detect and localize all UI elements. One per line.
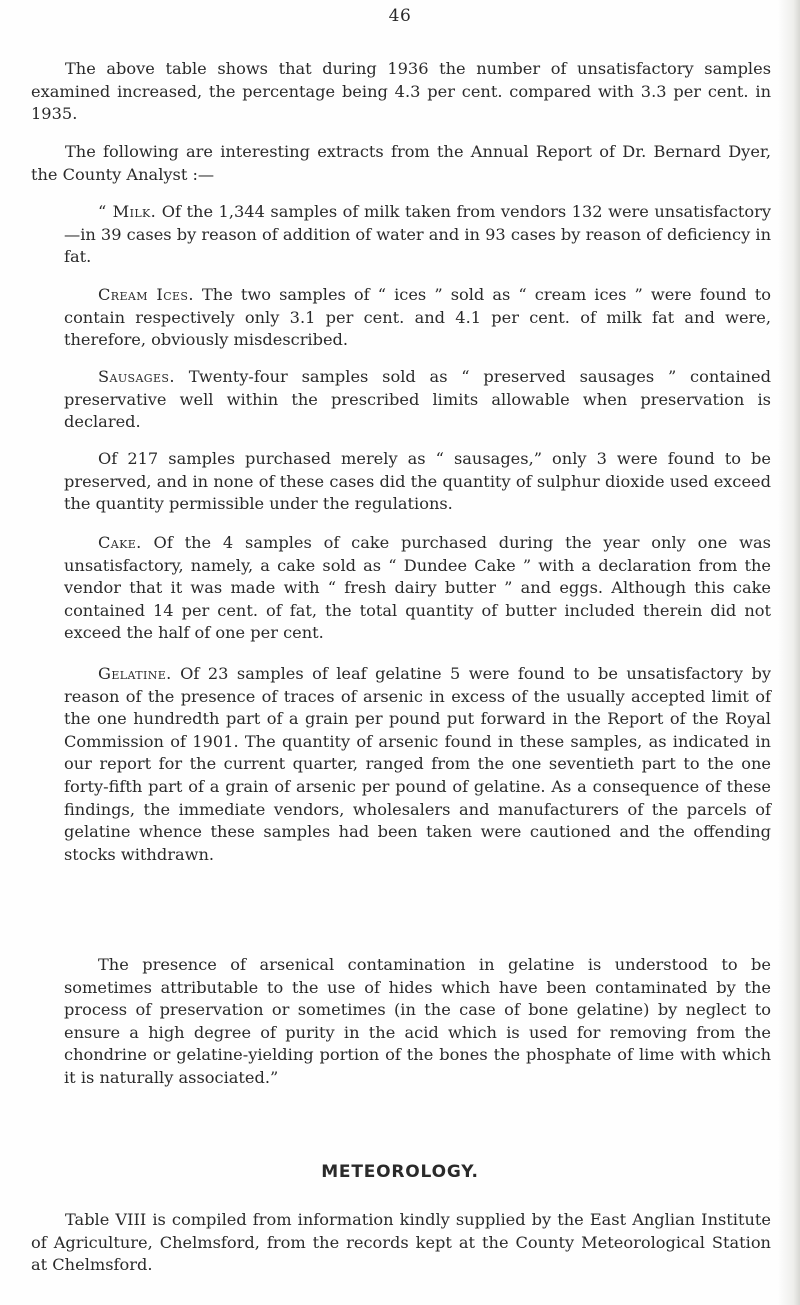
gelatine-lead: Gelatine.: [98, 664, 172, 683]
milk-lead: “ Milk.: [98, 202, 157, 221]
sausages-text: Twenty-four samples sold as “ preserved sausages ” contained preservative well within the prescribed limits allowable when preservation is declared.: [64, 367, 771, 432]
gelatine-paragraph: [64, 663, 771, 866]
milk-text: Of the 1,344 samples of milk taken from vendors 132 were unsatisfactory—in 39 cases by reason of addition of water and in 93 cases by reason of deficiency in fat.: [64, 202, 772, 267]
extracts-intro-paragraph: [31, 141, 771, 186]
meteorology-text: Table VIII is compiled from information kindly supplied by the East Anglian Institute of Agriculture, Chelmsford, from the records kept at the County Meteorological Station at Chelmsford.: [31, 1210, 771, 1275]
gelatine-text-2: The presence of arsenical contamination in gelatine is understood to be sometimes attributable to the use of hides which have been contaminated by the process of preservation or sometimes (in the case of bone gelatine) by neglect to ensure a high degree of purity in the acid which is used for removing from the chondrine or gelatine-yielding portion of the bones the phosphate of lime with which it is naturally associated.”: [64, 955, 771, 1087]
page-edge-shadow: [778, 0, 800, 1305]
cream-ices-lead: Cream Ices.: [98, 285, 194, 304]
cake-text: Of the 4 samples of cake purchased during the year only one was unsatisfactory, namely, a cake sold as “ Dundee Cake ” with a declaration from the vendor that it was made with “ fresh dairy butter ” and eggs. Although this cake contained 14 per cent. of fat, the total quantity of butter included therein did not exceed the half of one per cent.: [64, 533, 771, 643]
intro-paragraph: [31, 58, 771, 126]
cream-ices-text: The two samples of “ ices ” sold as “ cream ices ” were found to contain respectively only 3.1 per cent. and 4.1 per cent. of milk fat and were, therefore, obviously misdescribed.: [64, 285, 771, 350]
sausages-text-2: Of 217 samples purchased merely as “ sausages,” only 3 were found to be preserved, and in none of these cases did the quantity of sulphur dioxide used exceed the quantity permissible under the regulations.: [64, 449, 771, 514]
sausages-paragraph-2: [64, 448, 771, 516]
meteorology-heading: METEOROLOGY.: [321, 1162, 479, 1182]
extracts-intro-text: The following are interesting extracts from the Annual Report of Dr. Bernard Dyer, the County Analyst :—: [31, 142, 771, 184]
cake-lead: Cake.: [98, 533, 142, 552]
milk-paragraph: [64, 201, 771, 269]
cream-ices-paragraph: [64, 284, 771, 352]
gelatine-text: Of 23 samples of leaf gelatine 5 were found to be unsatisfactory by reason of the presence of traces of arsenic in excess of the usually accepted limit of the one hundredth part of a grain per pound put forward in the Report of the Royal Commission of 1901. The quantity of arsenic found in these samples, as indicated in our report for the current quarter, ranged from the one seventieth part to the one forty-fifth part of a grain of arsenic per pound of gelatine. As a consequence of these findings, the immediate vendors, wholesalers and manufacturers of the parcels of gelatine whence these samples had been taken were cautioned and the offending stocks withdrawn.: [64, 664, 771, 864]
page-number: 46: [388, 6, 412, 26]
intro-text: The above table shows that during 1936 the number of unsatisfactory samples examined increased, the percentage being 4.3 per cent. compared with 3.3 per cent. in 1935.: [31, 59, 771, 124]
cake-paragraph: [64, 532, 771, 645]
gelatine-paragraph-2: [64, 954, 771, 1090]
sausages-lead: Sausages.: [98, 367, 175, 386]
sausages-paragraph: [64, 366, 771, 434]
meteorology-paragraph: [31, 1209, 771, 1277]
